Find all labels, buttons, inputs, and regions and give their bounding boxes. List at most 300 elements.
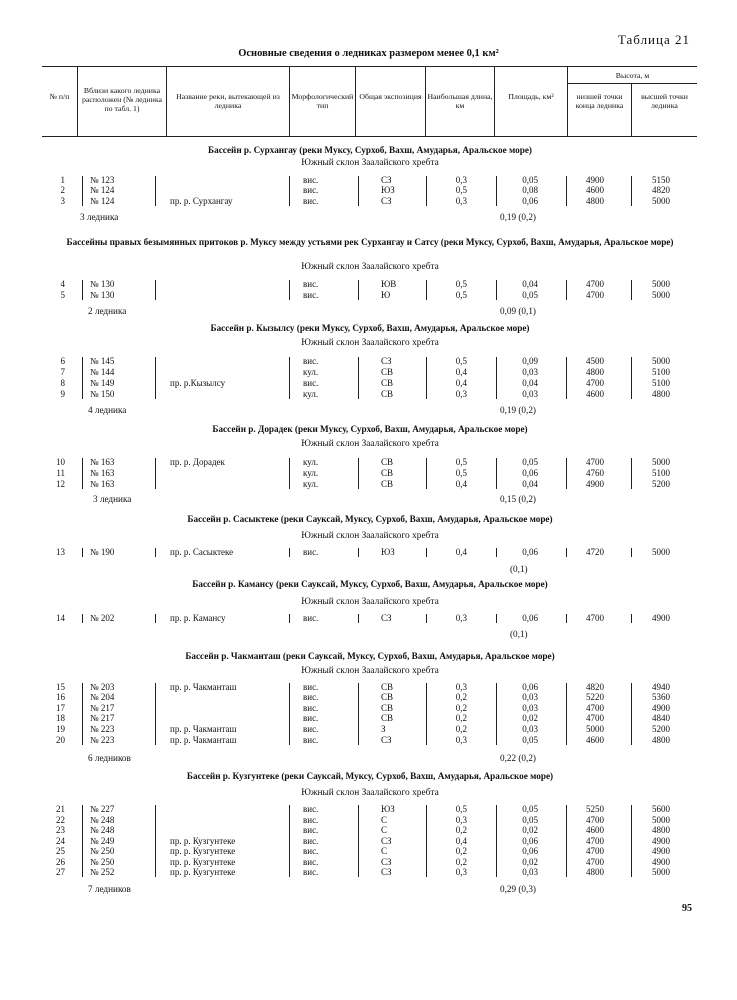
cell-n: 26 <box>56 857 65 867</box>
cell-near: № 223 <box>90 735 115 745</box>
cell-exp: Ю <box>381 290 391 300</box>
cell-river: пр. р. Кузгунтеке <box>170 857 236 867</box>
cell-morph: вис. <box>303 735 319 745</box>
header-divider <box>355 66 356 136</box>
header-height: Высота, м <box>615 71 650 80</box>
table-row <box>0 804 737 814</box>
cell-high: 4940 <box>652 682 670 692</box>
cell-len: 0,3 <box>455 735 467 745</box>
cell-area: 0,06 <box>522 547 538 557</box>
cell-low: 5000 <box>586 724 604 734</box>
cell-exp: СВ <box>381 713 394 723</box>
group-total-label: 3 ледника <box>93 494 132 504</box>
slope-subtitle: Южный склон Заалайского хребта <box>301 666 439 676</box>
cell-exp: С <box>381 825 388 835</box>
cell-high: 5100 <box>652 367 670 377</box>
header-divider <box>289 66 290 136</box>
cell-low: 4900 <box>586 175 604 185</box>
cell-exp: СВ <box>381 378 394 388</box>
cell-low: 4800 <box>586 367 604 377</box>
table-row <box>0 367 737 377</box>
group-total-area: 0,19 (0,2) <box>500 405 536 415</box>
cell-high: 4900 <box>652 703 670 713</box>
cell-river: пр. р. Кузгунтеке <box>170 867 236 877</box>
cell-exp: СЗ <box>381 857 392 867</box>
cell-low: 4700 <box>586 815 604 825</box>
cell-n: 11 <box>56 468 65 478</box>
cell-n: 22 <box>56 815 65 825</box>
table-row <box>0 867 737 877</box>
cell-high: 5100 <box>652 468 670 478</box>
group-total-label: 7 ледников <box>88 884 131 894</box>
cell-area: 0,02 <box>522 713 538 723</box>
cell-low: 4600 <box>586 825 604 835</box>
basin-title: Бассейн р. Дорадек (реки Муксу, Сурхоб, Вахш, Амударья, Аральское море) <box>212 424 528 434</box>
cell-high: 5200 <box>652 479 670 489</box>
cell-near: № 130 <box>90 279 115 289</box>
cell-area: 0,03 <box>522 389 538 399</box>
cell-morph: вис. <box>303 613 319 623</box>
cell-area: 0,03 <box>522 692 538 702</box>
cell-low: 4700 <box>586 613 604 623</box>
cell-morph: кул. <box>303 479 319 489</box>
cell-near: № 163 <box>90 468 115 478</box>
cell-morph: вис. <box>303 815 319 825</box>
cell-morph: вис. <box>303 175 319 185</box>
slope-subtitle: Южный склон Заалайского хребта <box>301 788 439 798</box>
cell-n: 6 <box>60 356 65 366</box>
cell-n: 25 <box>56 846 65 856</box>
cell-exp: СЗ <box>381 175 392 185</box>
cell-exp: СЗ <box>381 196 392 206</box>
cell-len: 0,3 <box>455 682 467 692</box>
cell-high: 4800 <box>652 825 670 835</box>
header-divider <box>77 66 78 136</box>
cell-n: 4 <box>60 279 65 289</box>
cell-n: 7 <box>60 367 65 377</box>
cell-river: пр. р.Кызылсу <box>170 378 226 388</box>
cell-near: № 202 <box>90 613 115 623</box>
table-row <box>0 692 737 702</box>
table-row <box>0 857 737 867</box>
header-divider <box>494 66 495 136</box>
cell-area: 0,08 <box>522 185 538 195</box>
cell-len: 0,4 <box>455 367 467 377</box>
cell-len: 0,5 <box>455 804 467 814</box>
table-row <box>0 724 737 734</box>
cell-n: 10 <box>56 457 65 467</box>
cell-morph: вис. <box>303 356 319 366</box>
group-total-label: 3 ледника <box>80 212 119 222</box>
cell-morph: вис. <box>303 378 319 388</box>
cell-river: пр. р. Чакманташ <box>170 724 237 734</box>
cell-low: 4700 <box>586 290 604 300</box>
cell-area: 0,06 <box>522 468 538 478</box>
cell-low: 4700 <box>586 836 604 846</box>
slope-subtitle: Южный склон Заалайского хребта <box>301 531 439 541</box>
table-number: Таблица 21 <box>617 32 690 47</box>
cell-near: № 252 <box>90 867 115 877</box>
header-height-low: низшей точки конца ледника <box>575 92 624 110</box>
table-row <box>0 703 737 713</box>
cell-morph: вис. <box>303 724 319 734</box>
cell-high: 4820 <box>652 185 670 195</box>
cell-morph: вис. <box>303 836 319 846</box>
cell-high: 5000 <box>652 356 670 366</box>
header-area: Площадь, км² <box>508 92 554 101</box>
cell-high: 5000 <box>652 547 670 557</box>
table-row <box>0 290 737 300</box>
basin-title: Бассейн р. Чакманташ (реки Сауксай, Муксу, Сурхоб, Вахш, Амударья, Аральское море) <box>185 651 555 661</box>
table-row <box>0 457 737 467</box>
cell-low: 4800 <box>586 867 604 877</box>
cell-high: 5000 <box>652 457 670 467</box>
cell-len: 0,2 <box>455 724 467 734</box>
cell-river: пр. р. Чакманташ <box>170 735 237 745</box>
header-exposure: Общая экспозиция <box>359 92 422 101</box>
cell-n: 15 <box>56 682 65 692</box>
table-title: Основные сведения о ледниках размером менее 0,1 км² <box>238 48 499 59</box>
slope-subtitle: Южный склон Заалайского хребта <box>301 439 439 449</box>
cell-near: № 250 <box>90 857 115 867</box>
cell-near: № 145 <box>90 356 115 366</box>
cell-high: 5150 <box>652 175 670 185</box>
basin-title: Бассейн р. Сурхангау (реки Муксу, Сурхоб, Вахш, Амударья, Аральское море) <box>208 145 532 155</box>
slope-subtitle: Южный склон Заалайского хребта <box>301 262 439 272</box>
cell-morph: кул. <box>303 468 319 478</box>
table-row <box>0 836 737 846</box>
page-number: 95 <box>682 903 692 914</box>
cell-len: 0,5 <box>455 290 467 300</box>
table-row <box>0 815 737 825</box>
cell-n: 3 <box>60 196 65 206</box>
cell-low: 4600 <box>586 185 604 195</box>
cell-morph: вис. <box>303 547 319 557</box>
basin-title: Бассейн р. Сасыктеке (реки Сауксай, Муксу, Сурхоб, Вахш, Амударья, Аральское море) <box>187 514 553 524</box>
header-divider <box>567 66 568 136</box>
cell-morph: вис. <box>303 825 319 835</box>
cell-n: 14 <box>56 613 65 623</box>
cell-near: № 227 <box>90 804 115 814</box>
cell-area: 0,02 <box>522 857 538 867</box>
cell-high: 4900 <box>652 836 670 846</box>
cell-area: 0,05 <box>522 290 538 300</box>
table-row <box>0 196 737 206</box>
cell-morph: вис. <box>303 804 319 814</box>
table-row <box>0 356 737 366</box>
table-row <box>0 547 737 557</box>
cell-exp: СЗ <box>381 613 392 623</box>
cell-n: 9 <box>60 389 65 399</box>
cell-near: № 123 <box>90 175 115 185</box>
cell-high: 5000 <box>652 196 670 206</box>
cell-n: 20 <box>56 735 65 745</box>
cell-len: 0,3 <box>455 867 467 877</box>
cell-n: 19 <box>56 724 65 734</box>
cell-high: 5000 <box>652 290 670 300</box>
cell-exp: СВ <box>381 468 394 478</box>
cell-low: 4500 <box>586 356 604 366</box>
cell-exp: СВ <box>381 367 394 377</box>
cell-morph: вис. <box>303 713 319 723</box>
cell-high: 5000 <box>652 815 670 825</box>
group-total-label: 2 ледника <box>88 306 127 316</box>
cell-area: 0,03 <box>522 724 538 734</box>
cell-morph: кул. <box>303 457 319 467</box>
cell-len: 0,2 <box>455 825 467 835</box>
cell-morph: вис. <box>303 846 319 856</box>
cell-near: № 204 <box>90 692 115 702</box>
cell-area: 0,05 <box>522 804 538 814</box>
cell-morph: вис. <box>303 290 319 300</box>
cell-len: 0,5 <box>455 457 467 467</box>
header-top-rule <box>42 66 697 67</box>
cell-near: № 130 <box>90 290 115 300</box>
cell-len: 0,5 <box>455 356 467 366</box>
table-row <box>0 185 737 195</box>
cell-river: пр. р. Камансу <box>170 613 226 623</box>
cell-near: № 150 <box>90 389 115 399</box>
cell-n: 8 <box>60 378 65 388</box>
cell-river: пр. р. Сурхангау <box>170 196 233 206</box>
cell-area: 0,05 <box>522 175 538 185</box>
cell-low: 4700 <box>586 703 604 713</box>
group-total-area: 0,19 (0,2) <box>500 212 536 222</box>
header-river: Название реки, вытекающей из ледника <box>176 92 280 110</box>
cell-near: № 250 <box>90 846 115 856</box>
cell-exp: СВ <box>381 389 394 399</box>
cell-high: 5000 <box>652 279 670 289</box>
cell-morph: кул. <box>303 367 319 377</box>
cell-river: пр. р. Кузгунтеке <box>170 846 236 856</box>
cell-area: 0,04 <box>522 479 538 489</box>
header-length: Наибольшая длина, км <box>427 92 493 110</box>
basin-title: Бассейн р. Кызылсу (реки Муксу, Сурхоб, Вахш, Амударья, Аральское море) <box>210 323 530 333</box>
cell-morph: вис. <box>303 682 319 692</box>
group-total-label: 4 ледника <box>88 405 127 415</box>
table-row <box>0 713 737 723</box>
cell-area: 0,05 <box>522 457 538 467</box>
cell-near: № 124 <box>90 185 115 195</box>
cell-len: 0,3 <box>455 196 467 206</box>
cell-low: 4700 <box>586 279 604 289</box>
cell-n: 1 <box>60 175 65 185</box>
cell-len: 0,5 <box>455 468 467 478</box>
cell-high: 4800 <box>652 389 670 399</box>
cell-n: 12 <box>56 479 65 489</box>
cell-exp: СВ <box>381 682 394 692</box>
header-divider <box>166 66 167 136</box>
cell-exp: СЗ <box>381 836 392 846</box>
header-morph: Морфологический тип <box>291 92 354 110</box>
cell-high: 5600 <box>652 804 670 814</box>
header-num: № п/п <box>49 92 70 101</box>
cell-area: 0,05 <box>522 735 538 745</box>
group-total-area: 0,22 (0,2) <box>500 753 536 763</box>
cell-area: 0,04 <box>522 279 538 289</box>
slope-subtitle: Южный склон Заалайского хребта <box>301 338 439 348</box>
cell-len: 0,4 <box>455 836 467 846</box>
table-row <box>0 479 737 489</box>
cell-low: 4760 <box>586 468 604 478</box>
group-total-area: (0,1) <box>510 564 528 574</box>
cell-n: 17 <box>56 703 65 713</box>
cell-exp: СЗ <box>381 735 392 745</box>
cell-high: 5200 <box>652 724 670 734</box>
cell-area: 0,09 <box>522 356 538 366</box>
cell-exp: ЮЗ <box>381 185 395 195</box>
cell-low: 4720 <box>586 547 604 557</box>
table-row <box>0 825 737 835</box>
height-group-rule <box>567 83 697 84</box>
cell-high: 4900 <box>652 846 670 856</box>
cell-high: 4900 <box>652 613 670 623</box>
cell-near: № 249 <box>90 836 115 846</box>
cell-morph: вис. <box>303 692 319 702</box>
cell-len: 0,2 <box>455 703 467 713</box>
cell-exp: ЮЗ <box>381 547 395 557</box>
cell-area: 0,03 <box>522 703 538 713</box>
table-row <box>0 613 737 623</box>
cell-river: пр. р. Дорадек <box>170 457 225 467</box>
cell-low: 5250 <box>586 804 604 814</box>
cell-near: № 248 <box>90 815 115 825</box>
basin-title: Бассейн р. Камансу (реки Сауксай, Муксу, Сурхоб, Вахш, Амударья, Аральское море) <box>192 579 548 589</box>
cell-n: 16 <box>56 692 65 702</box>
cell-near: № 124 <box>90 196 115 206</box>
table-row <box>0 846 737 856</box>
cell-morph: кул. <box>303 389 319 399</box>
cell-len: 0,3 <box>455 815 467 825</box>
cell-exp: ЮВ <box>381 279 397 289</box>
cell-exp: С <box>381 815 388 825</box>
cell-low: 4600 <box>586 735 604 745</box>
cell-n: 18 <box>56 713 65 723</box>
cell-area: 0,06 <box>522 682 538 692</box>
cell-exp: СЗ <box>381 867 392 877</box>
table-row <box>0 378 737 388</box>
cell-exp: СВ <box>381 703 394 713</box>
cell-near: № 217 <box>90 713 115 723</box>
cell-high: 4800 <box>652 735 670 745</box>
cell-exp: З <box>381 724 386 734</box>
cell-n: 5 <box>60 290 65 300</box>
table-row <box>0 389 737 399</box>
cell-len: 0,2 <box>455 846 467 856</box>
cell-low: 4700 <box>586 378 604 388</box>
cell-low: 4800 <box>586 196 604 206</box>
cell-n: 27 <box>56 867 65 877</box>
table-row <box>0 682 737 692</box>
cell-n: 2 <box>60 185 65 195</box>
group-total-area: 0,29 (0,3) <box>500 884 536 894</box>
cell-low: 5220 <box>586 692 604 702</box>
cell-low: 4900 <box>586 479 604 489</box>
header-near: Вблизи какого ледника расположен (№ ледника по табл. 1) <box>82 86 162 113</box>
cell-river: пр. р. Чакманташ <box>170 682 237 692</box>
table-row <box>0 279 737 289</box>
group-total-area: (0,1) <box>510 629 528 639</box>
table-row <box>0 735 737 745</box>
cell-near: № 203 <box>90 682 115 692</box>
cell-near: № 149 <box>90 378 115 388</box>
cell-area: 0,03 <box>522 367 538 377</box>
cell-area: 0,04 <box>522 378 538 388</box>
cell-near: № 217 <box>90 703 115 713</box>
cell-len: 0,3 <box>455 175 467 185</box>
cell-high: 4840 <box>652 713 670 723</box>
header-bottom-rule <box>42 136 697 137</box>
cell-river: пр. р. Сасыктеке <box>170 547 234 557</box>
cell-n: 24 <box>56 836 65 846</box>
cell-morph: вис. <box>303 185 319 195</box>
cell-len: 0,3 <box>455 389 467 399</box>
cell-area: 0,06 <box>522 196 538 206</box>
cell-low: 4700 <box>586 457 604 467</box>
basin-title: Бассейн р. Кузгунтеке (реки Сауксай, Муксу, Сурхоб, Вахш, Амударья, Аральское море) <box>186 771 554 781</box>
cell-area: 0,03 <box>522 867 538 877</box>
cell-len: 0,5 <box>455 185 467 195</box>
cell-low: 4820 <box>586 682 604 692</box>
slope-subtitle: Южный склон Заалайского хребта <box>301 597 439 607</box>
cell-len: 0,4 <box>455 479 467 489</box>
group-total-area: 0,15 (0,2) <box>500 494 536 504</box>
slope-subtitle: Южный склон Заалайского хребта <box>301 158 439 168</box>
cell-len: 0,4 <box>455 378 467 388</box>
cell-near: № 144 <box>90 367 115 377</box>
cell-high: 5360 <box>652 692 670 702</box>
cell-exp: СВ <box>381 457 394 467</box>
cell-high: 5100 <box>652 378 670 388</box>
cell-near: № 248 <box>90 825 115 835</box>
cell-near: № 190 <box>90 547 115 557</box>
cell-area: 0,05 <box>522 815 538 825</box>
cell-len: 0,2 <box>455 857 467 867</box>
cell-low: 4700 <box>586 713 604 723</box>
cell-len: 0,5 <box>455 279 467 289</box>
header-divider <box>631 83 632 136</box>
cell-exp: С <box>381 846 388 856</box>
header-height-high: высшей точки ледника <box>641 92 688 110</box>
cell-exp: ЮЗ <box>381 804 395 814</box>
cell-area: 0,02 <box>522 825 538 835</box>
cell-len: 0,4 <box>455 547 467 557</box>
table-row <box>0 468 737 478</box>
cell-morph: вис. <box>303 703 319 713</box>
cell-low: 4700 <box>586 857 604 867</box>
cell-n: 23 <box>56 825 65 835</box>
cell-morph: вис. <box>303 867 319 877</box>
cell-near: № 223 <box>90 724 115 734</box>
cell-area: 0,06 <box>522 836 538 846</box>
group-total-area: 0,09 (0,1) <box>500 306 536 316</box>
header-divider <box>425 66 426 136</box>
cell-exp: СВ <box>381 692 394 702</box>
cell-area: 0,06 <box>522 613 538 623</box>
cell-area: 0,06 <box>522 846 538 856</box>
cell-near: № 163 <box>90 479 115 489</box>
cell-low: 4700 <box>586 846 604 856</box>
cell-exp: СЗ <box>381 356 392 366</box>
cell-n: 21 <box>56 804 65 814</box>
cell-morph: вис. <box>303 279 319 289</box>
cell-n: 13 <box>56 547 65 557</box>
cell-morph: вис. <box>303 857 319 867</box>
cell-morph: вис. <box>303 196 319 206</box>
table-row <box>0 175 737 185</box>
cell-river: пр. р. Кузгунтеке <box>170 836 236 846</box>
basin-title: Бассейны правых безымянных притоков р. Муксу между устьями рек Сурхангау и Сатсу (реки Муксу, Сурхоб, Вахш, Амударья, Аральское море) <box>66 237 674 247</box>
